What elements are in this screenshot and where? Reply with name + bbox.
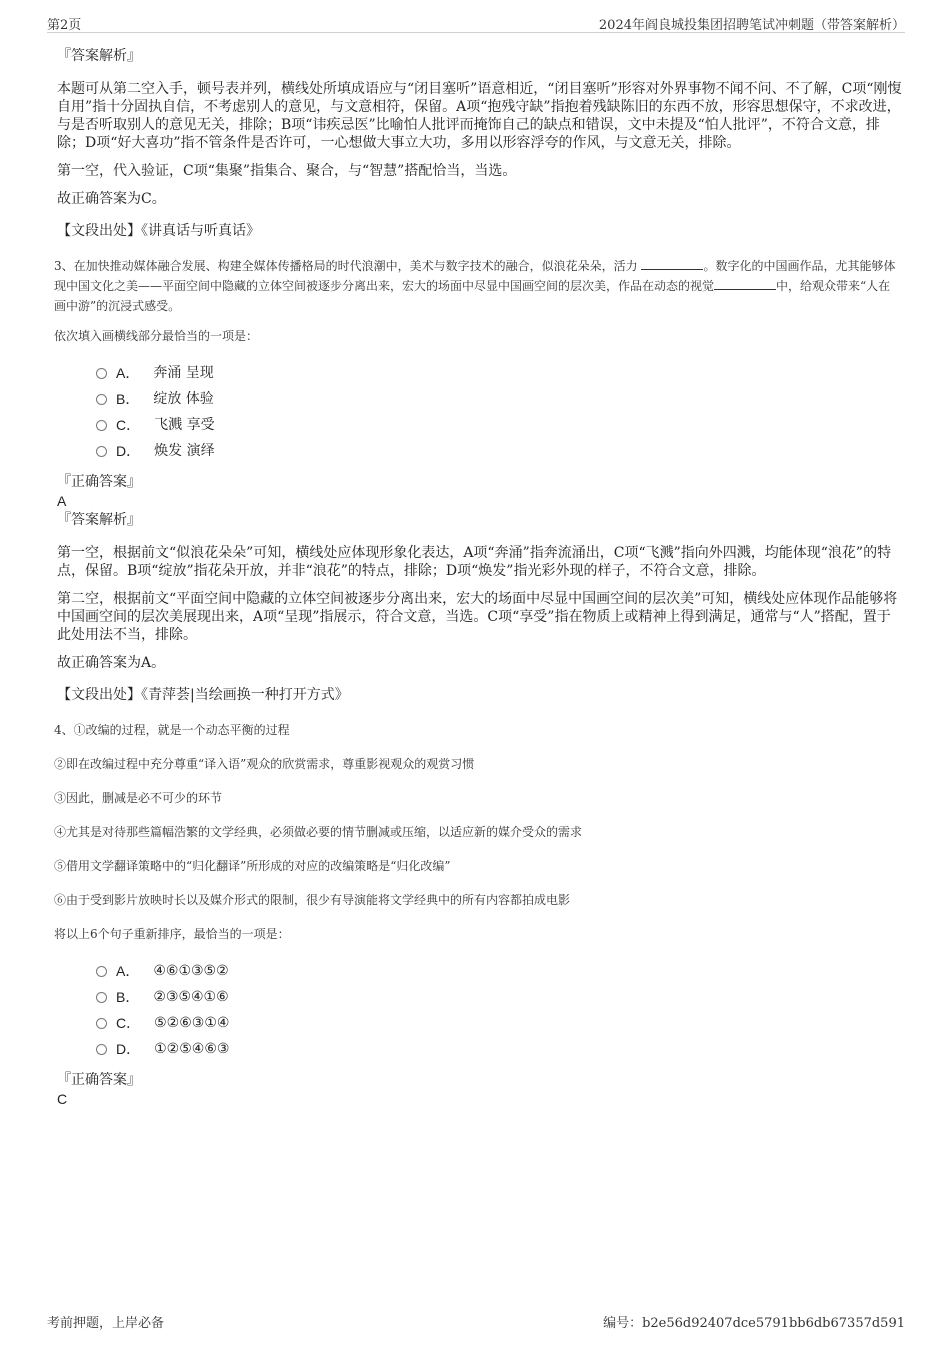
- radio-button[interactable]: [96, 966, 107, 977]
- question-prompt: 依次填入画横线部分最恰当的一项是：: [54, 329, 259, 343]
- sentence-item: ④尤其是对待那些篇幅浩繁的文学经典，必须做必要的情节删减或压缩，以适应新的媒介受众的需求: [54, 825, 583, 839]
- analysis-label: 『答案解析』: [57, 512, 141, 528]
- analysis-paragraph: 第一空，代入验证，C项“集聚”指集合、聚合，与“智慧”搭配恰当，当选。: [57, 163, 517, 179]
- option-b[interactable]: B． 绽放 体验: [96, 386, 902, 412]
- radio-button[interactable]: [96, 420, 107, 431]
- analysis-paragraph: 本题可从第二空入手，顿号表并列，横线处所填成语应与“闭目塞听”语意相近，“闭目塞听”形容对外界事物不闻不问、不了解，C项“刚愎自用”指十分固执自信，不考虑别人的意见，与文意相符，保留。A项“抱残守缺”指抱着残缺陈旧的东西不放，形容思想保守，不求改进，与是否听取别人的意见无关，排除；B项“讳疾忌医”比喻怕人批评而掩饰自己的缺点和错误，文中未提及“怕人批评”，不符合文意，排除；D项“好大喜功”指不管条件是否许可，一心想做大事立大功，多用以形容浮夸的作风，与文意无关，排除。: [57, 81, 902, 151]
- question-stem: 3、在加快推动媒体融合发展、构建全媒体传播格局的时代浪潮中，美术与数字技术的融合，似浪花朵朵，活力 。数字化的中国画作品，尤其能够体现中国文化之美——平面空间中隐藏的立体空间被逐步分离出来，宏大的场面中尽显中国画空间的层次美，作品在动态的视觉 中，给观众带来“人在画中游”的沉浸式感受。: [54, 259, 896, 313]
- option-c[interactable]: C． 飞溅 享受: [96, 412, 902, 438]
- question-prompt: 将以上6个句子重新排序，最恰当的一项是：: [54, 927, 290, 941]
- sentence-item: ⑤借用文学翻译策略中的“归化翻译”所形成的对应的改编策略是“归化改编”: [54, 859, 451, 873]
- page-content: [54, 46, 902, 1108]
- document-id: 编号：b2e56d92407dce5791bb6db67357d591: [603, 1316, 905, 1331]
- option-d[interactable]: D． 焕发 演绎: [96, 438, 902, 464]
- option-d[interactable]: D． ①②⑤④⑥③: [96, 1036, 902, 1062]
- sentence-item: 4、①改编的过程，就是一个动态平衡的过程: [54, 723, 290, 737]
- correct-answer-label: 『正确答案』: [57, 1072, 141, 1088]
- footer-slogan: 考前押题，上岸必备: [47, 1316, 165, 1331]
- option-list: [96, 958, 902, 1062]
- radio-button[interactable]: [96, 1018, 107, 1029]
- answer-blank: [714, 277, 776, 290]
- analysis-conclusion: 故正确答案为A。: [57, 655, 166, 671]
- sentence-item: ②即在改编过程中充分尊重“译入语”观众的欣赏需求，尊重影视观众的观赏习惯: [54, 757, 475, 771]
- radio-button[interactable]: [96, 992, 107, 1003]
- source-citation: 【文段出处】《讲真话与听真话》: [57, 223, 260, 239]
- correct-answer-label: 『正确答案』: [57, 474, 141, 490]
- option-b[interactable]: B． ②③⑤④①⑥: [96, 984, 902, 1010]
- source-citation: 【文段出处】《青萍荟|当绘画换一种打开方式》: [57, 687, 349, 703]
- analysis-paragraph: 第一空，根据前文“似浪花朵朵”可知，横线处应体现形象化表达，A项“奔涌”指奔流涌出，C项“飞溅”指向外四溅，均能体现“浪花”的特点，保留。B项“绽放”指花朵开放，并非“浪花”的特点，排除；D项“焕发”指光彩外现的样子，不符合文意，排除。: [57, 545, 892, 579]
- radio-button[interactable]: [96, 446, 107, 457]
- answer-blank: [641, 257, 703, 270]
- radio-button[interactable]: [96, 1044, 107, 1055]
- analysis-paragraph: 第二空，根据前文“平面空间中隐藏的立体空间被逐步分离出来，宏大的场面中尽显中国画空间的层次美”可知，横线处应体现作品能够将中国画空间的层次美展现出来，A项“呈现”指展示，符合文意，当选。C项“享受”指在物质上或精神上得到满足，通常与“人”搭配，置于此处用法不当，排除。: [57, 591, 898, 643]
- radio-button[interactable]: [96, 394, 107, 405]
- option-a[interactable]: A． ④⑥①③⑤②: [96, 958, 902, 984]
- sentence-item: ③因此，删减是必不可少的环节: [54, 791, 223, 805]
- analysis-conclusion: 故正确答案为C。: [57, 191, 166, 207]
- document-title: 2024年阎良城投集团招聘笔试冲刺题（带答案解析）: [598, 18, 905, 33]
- analysis-label: 『答案解析』: [57, 48, 141, 64]
- page-number: 第2页: [47, 18, 82, 33]
- correct-answer: A: [57, 493, 67, 509]
- page-header: [47, 12, 905, 33]
- option-c[interactable]: C． ⑤②⑥③①④: [96, 1010, 902, 1036]
- option-list: [96, 360, 902, 464]
- option-a[interactable]: A． 奔涌 呈现: [96, 360, 902, 386]
- sentence-item: ⑥由于受到影片放映时长以及媒介形式的限制，很少有导演能将文学经典中的所有内容都拍成电影: [54, 893, 571, 907]
- radio-button[interactable]: [96, 368, 107, 379]
- correct-answer: C: [57, 1091, 68, 1107]
